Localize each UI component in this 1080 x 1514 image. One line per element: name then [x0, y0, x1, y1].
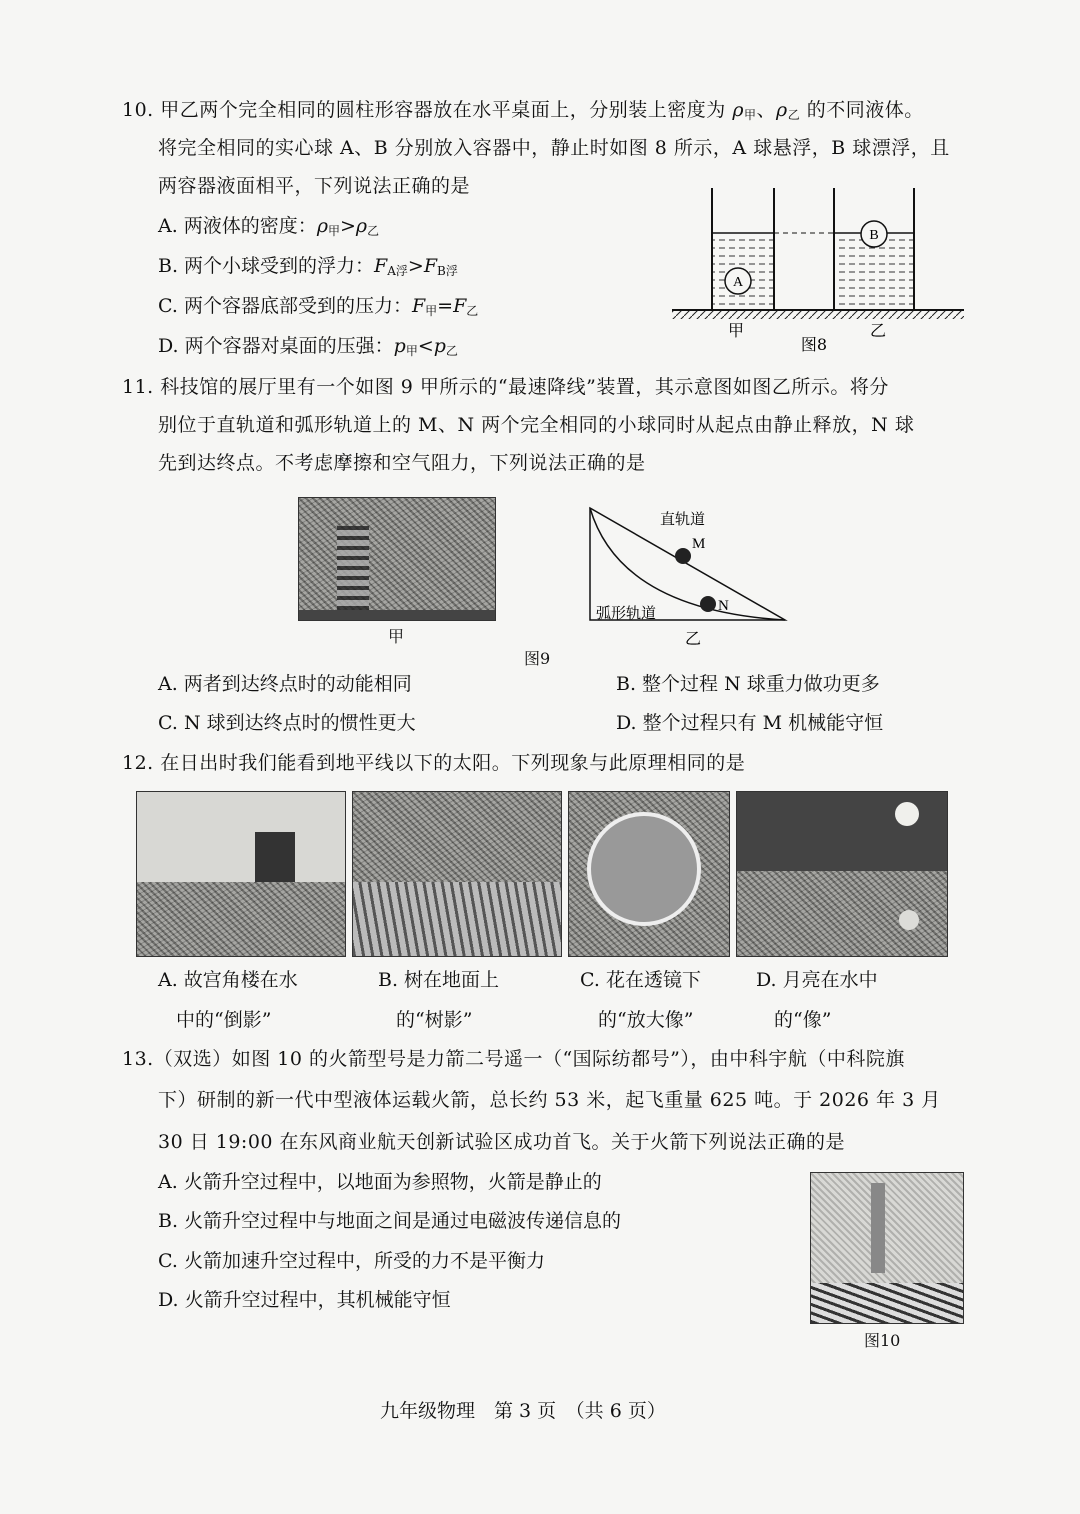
- svg-text:乙: 乙: [684, 629, 702, 648]
- svg-text:A: A: [732, 275, 744, 290]
- q10-option-b: B. 两个小球受到的浮力：$F_{A浮}>F_{B浮}$: [158, 255, 458, 278]
- q12-stem: 12. 在日出时我们能看到地平线以下的太阳。下列现象与此原理相同的是: [122, 752, 746, 774]
- moon-shape: [895, 802, 919, 826]
- q10-option-d: D. 两个容器对桌面的压强：$p_甲<p_乙$: [158, 335, 458, 358]
- svg-text:B: B: [869, 228, 879, 243]
- svg-text:直轨道: 直轨道: [660, 510, 706, 528]
- q12-photo-a-corner-tower: [136, 791, 346, 957]
- q13-option-a: A. 火箭升空过程中，以地面为参照物，火箭是静止的: [158, 1171, 602, 1193]
- q10-option-c: C. 两个容器底部受到的压力：$F_甲=F_乙$: [158, 295, 479, 318]
- figure-9-diagram: [580, 500, 800, 650]
- figure-9-photo: [298, 497, 496, 621]
- q12-option-d-line2: 的“像”: [774, 1009, 832, 1031]
- q10-option-a: A. 两液体的密度：$\rho_甲>\rho_乙$: [158, 215, 380, 238]
- ball-n: [700, 596, 716, 612]
- q11-option-c: C. N 球到达终点时的惯性更大: [158, 712, 416, 734]
- svg-text:甲: 甲: [727, 321, 745, 340]
- q13-option-c: C. 火箭加速升空过程中，所受的力不是平衡力: [158, 1250, 545, 1272]
- svg-text:图8: 图8: [800, 335, 828, 354]
- figure-10-rocket-photo: [810, 1172, 964, 1324]
- q11-option-d: D. 整个过程只有 M 机械能守恒: [616, 712, 884, 734]
- q11-stem-line2: 别位于直轨道和弧形轨道上的 M、N 两个完全相同的小球同时从起点由静止释放，N 球: [158, 414, 915, 436]
- q12-option-a-line1: A. 故宫角楼在水: [158, 969, 298, 991]
- tower-shape: [255, 832, 295, 882]
- q12-photo-d-moon-reflection: [736, 791, 948, 957]
- figure-8-containers: [668, 180, 968, 360]
- svg-text:M: M: [692, 536, 706, 552]
- q10-stem-line3: 两容器液面相平，下列说法正确的是: [158, 175, 471, 197]
- q10-stem-line2: 将完全相同的实心球 A、B 分别放入容器中，静止时如图 8 所示，A 球悬浮，B 球漂浮，且: [158, 137, 950, 159]
- q13-option-d: D. 火箭升空过程中，其机械能守恒: [158, 1289, 451, 1311]
- page-footer: 九年级物理 第 3 页 （共 6 页）: [380, 1400, 666, 1422]
- q12-option-d-line1: D. 月亮在水中: [756, 969, 878, 991]
- q12-option-b-line1: B. 树在地面上: [378, 969, 500, 991]
- q13-stem-line1: 13.（双选）如图 10 的火箭型号是力箭二号遥一（“国际纺都号”），由中科宇航（中科院旗: [122, 1048, 905, 1070]
- staircase-shape: [337, 526, 369, 620]
- q10-stem-line1: 10. 甲乙两个完全相同的圆柱形容器放在水平桌面上，分别装上密度为 $\rho_甲$、$\rho_乙$ 的不同液体。: [122, 99, 924, 122]
- q11-stem-line3: 先到达终点。不考虑摩擦和空气阻力，下列说法正确的是: [158, 452, 646, 474]
- q11-stem-line1: 11. 科技馆的展厅里有一个如图 9 甲所示的“最速降线”装置，其示意图如图乙所示。将分: [122, 376, 889, 398]
- launch-smoke: [811, 1283, 963, 1323]
- figure-9-caption: 图9: [524, 649, 551, 668]
- q13-stem-line3: 30 日 19:00 在东风商业航天创新试验区成功首飞。关于火箭下列说法正确的是: [158, 1131, 846, 1153]
- q13-option-b: B. 火箭升空过程中与地面之间是通过电磁波传递信息的: [158, 1210, 622, 1232]
- svg-text:乙: 乙: [869, 321, 887, 340]
- svg-text:N: N: [718, 598, 729, 614]
- q12-photo-c-magnifier: [568, 791, 730, 957]
- figure-10-caption: 图10: [864, 1331, 901, 1350]
- q12-option-a-line2: 中的“倒影”: [176, 1009, 272, 1031]
- q12-option-c-line2: 的“放大像”: [598, 1009, 694, 1031]
- q12-option-b-line2: 的“树影”: [396, 1009, 473, 1031]
- svg-text:弧形轨道: 弧形轨道: [596, 604, 657, 622]
- q11-option-a: A. 两者到达终点时的动能相同: [158, 673, 412, 695]
- figure-9-photo-label: 甲: [388, 627, 405, 646]
- q12-option-c-line1: C. 花在透镜下: [580, 969, 701, 991]
- q11-option-b: B. 整个过程 N 球重力做功更多: [616, 673, 880, 695]
- ball-m: [675, 548, 691, 564]
- rocket-shape: [871, 1183, 885, 1273]
- moon-reflection-shape: [899, 910, 919, 930]
- q13-stem-line2: 下）研制的新一代中型液体运载火箭，总长约 53 米，起飞重量 625 吨。于 2026 年 3 月: [158, 1089, 941, 1111]
- q12-photo-b-tree-shadow: [352, 791, 562, 957]
- magnifier-lens: [587, 812, 701, 926]
